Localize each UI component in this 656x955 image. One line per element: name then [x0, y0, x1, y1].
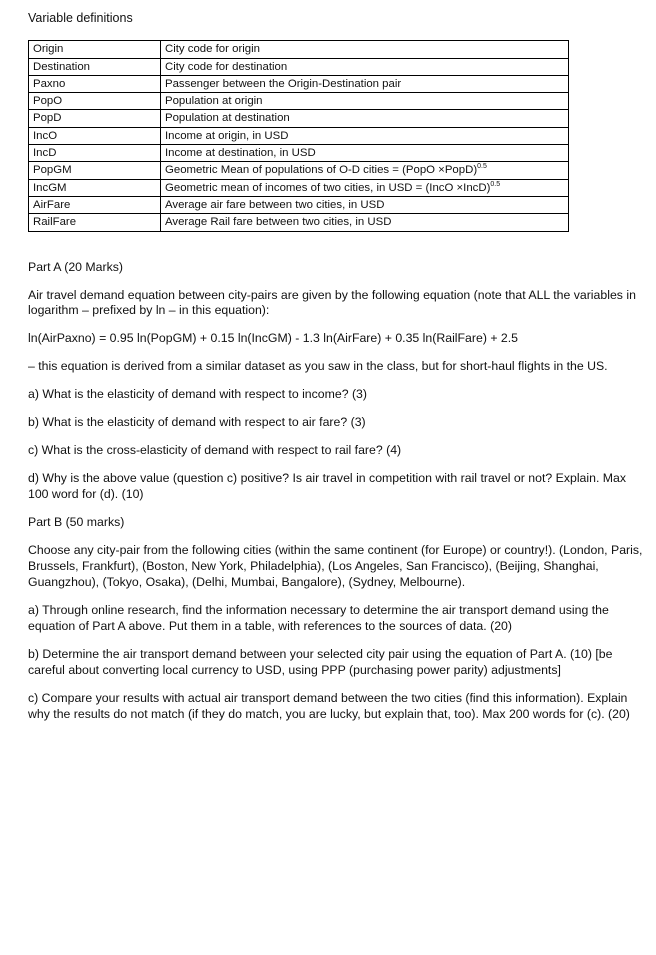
variable-name: RailFare: [29, 214, 161, 231]
definition-text: City code for destination: [165, 60, 288, 73]
table-row: [29, 110, 569, 127]
table-row: [29, 179, 569, 196]
definition-text: Geometric mean of incomes of two cities, in USD = (IncO ×IncD): [165, 181, 491, 194]
part-a-title: Part A (20 Marks): [28, 259, 123, 274]
part-a-intro: Air travel demand equation between city-pairs are given by the following equation (note that ALL the variables in logarithm – prefixed by ln – in this equation):: [28, 287, 636, 318]
table-row: [29, 127, 569, 144]
variable-name: Paxno: [29, 75, 161, 92]
table-row: [29, 75, 569, 92]
document-page: [28, 10, 643, 723]
variable-name: PopD: [29, 110, 161, 127]
variable-name: IncO: [29, 127, 161, 144]
table-row: [29, 145, 569, 162]
part-a: [28, 260, 643, 504]
definition-text: Geometric Mean of populations of O-D cities = (PopO ×PopD): [165, 164, 478, 177]
table-row: [29, 41, 569, 58]
equation-note: – this equation is derived from a similar dataset as you saw in the class, but for short-haul flights in the US.: [28, 359, 608, 374]
part-b-title: Part B (50 marks): [28, 515, 125, 530]
variable-name: Origin: [29, 41, 161, 58]
exponent: 0.5: [490, 180, 501, 188]
definition-text: Average Rail fare between two cities, in USD: [165, 216, 392, 229]
definition-text: Population at destination: [165, 112, 290, 125]
variable-definition: [161, 179, 569, 196]
part-b-question-b: b) Determine the air transport demand between your selected city pair using the equation of Part A. (10) [be careful about converting local currency to USD, using PPP (purchasing power parity) adjustments]: [28, 647, 613, 678]
variable-definitions-table: [28, 40, 569, 231]
part-a-question-c: c) What is the cross-elasticity of demand with respect to rail fare? (4): [28, 443, 402, 458]
variable-definition: [161, 58, 569, 75]
variable-definition: [161, 145, 569, 162]
variable-name: Destination: [29, 58, 161, 75]
variable-name: IncD: [29, 145, 161, 162]
variable-definition: [161, 110, 569, 127]
part-b-intro: Choose any city-pair from the following cities (within the same continent (for Europe) or country!). (London, Paris, Brussels, Frankfurt), (Boston, New York, Philadelphia), (Los Angeles, San Francisco), (Beijing, Shanghai, Guangzhou), (Tokyo, Osaka), (Delhi, Mumbai, Bangalore), (Sydney, Melbourne).: [28, 543, 643, 590]
definition-text: Average air fare between two cities, in USD: [165, 198, 385, 211]
variable-name: PopO: [29, 93, 161, 110]
table-row: [29, 93, 569, 110]
part-a-question-d: d) Why is the above value (question c) positive? Is air travel in competition with rail travel or not? Explain. Max 100 word for (d). (10): [28, 471, 627, 502]
variable-definition: [161, 127, 569, 144]
part-b-question-a: a) Through online research, find the information necessary to determine the air transport demand using the equation of Part A above. Put them in a table, with references to the sources of data. (20): [28, 603, 609, 634]
table-row: [29, 196, 569, 213]
definition-text: Income at destination, in USD: [165, 147, 316, 160]
definition-text: Income at origin, in USD: [165, 129, 289, 142]
definition-text: City code for origin: [165, 43, 260, 56]
variable-name: AirFare: [29, 196, 161, 213]
part-b-question-c: c) Compare your results with actual air transport demand between the two cities (find this information). Explain why the results do not match (if they do match, you are lucky, but explain that, too). Max 200 words for (c). (20): [28, 691, 630, 722]
part-a-question-b: b) What is the elasticity of demand with respect to air fare? (3): [28, 415, 366, 430]
table-row: [29, 214, 569, 231]
variable-definition: [161, 93, 569, 110]
part-a-question-a: a) What is the elasticity of demand with respect to income? (3): [28, 387, 367, 402]
definition-text: Population at origin: [165, 95, 263, 108]
variable-definition: [161, 214, 569, 231]
variable-name: IncGM: [29, 179, 161, 196]
variable-definition: [161, 41, 569, 58]
variable-definition: [161, 75, 569, 92]
exponent: 0.5: [477, 163, 487, 171]
table-row: [29, 58, 569, 75]
page-title: Variable definitions: [28, 11, 133, 25]
definition-text: Passenger between the Origin-Destination pair: [165, 77, 402, 90]
variable-definition: [161, 196, 569, 213]
part-b: [28, 515, 643, 723]
demand-equation: ln(AirPaxno) = 0.95 ln(PopGM) + 0.15 ln(IncGM) - 1.3 ln(AirFare) + 0.35 ln(RailFare) + 2.5: [28, 331, 519, 346]
variable-definition: [161, 162, 569, 179]
variable-name: PopGM: [29, 162, 161, 179]
table-row: [29, 162, 569, 179]
